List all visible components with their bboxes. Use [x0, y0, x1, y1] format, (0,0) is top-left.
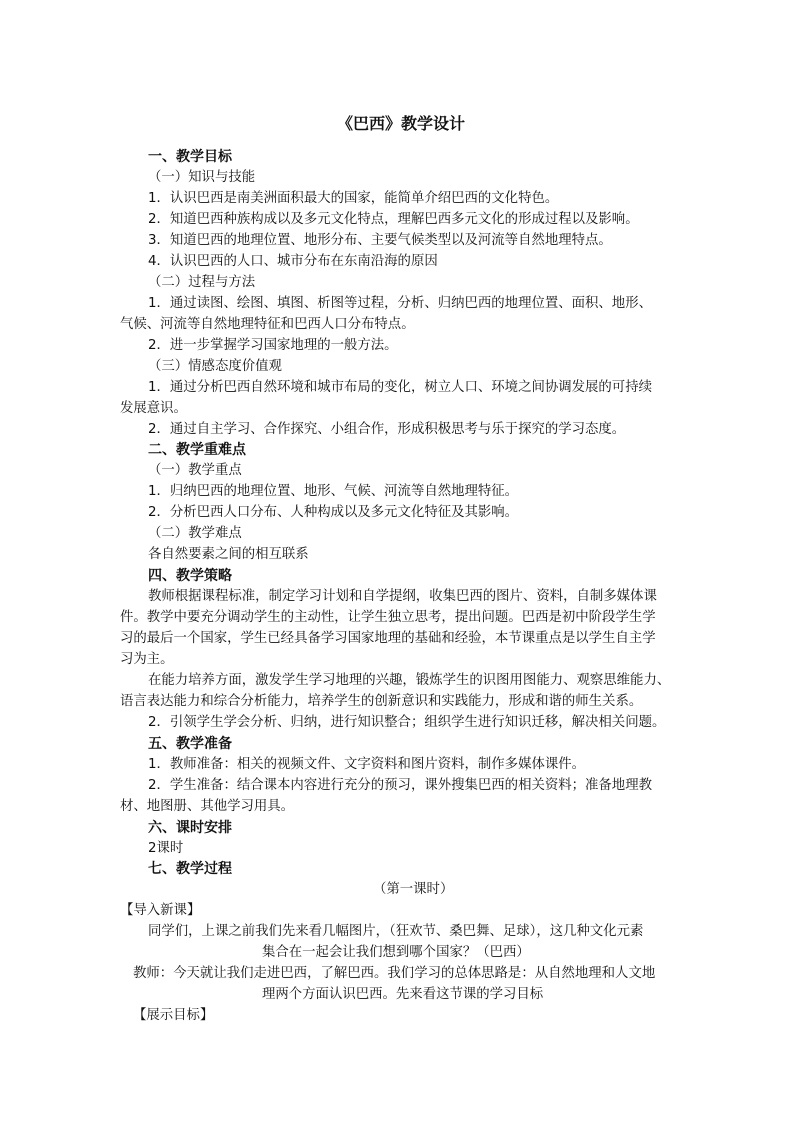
- paragraph-line: 材、地图册、其他学习用具。: [120, 799, 295, 814]
- paragraph-line: 教师：今天就让我们走进巴西，了解巴西。我们学习的总体思路是：从自然地理和人文地: [133, 966, 656, 981]
- subsection-heading: （二）教学难点: [148, 526, 242, 541]
- section-heading-strategy: 四、教学策略: [148, 568, 232, 584]
- paragraph-line: 2．进一步掌握学习国家地理的一般方法。: [148, 338, 398, 353]
- subsection-heading: （二）过程与方法: [148, 275, 256, 290]
- paragraph-line: 在能力培养方面，激发学生学习地理的兴趣，锻炼学生的识图用图能力、观察思维能力、: [148, 673, 671, 688]
- document-title: 《巴西》教学设计: [337, 114, 466, 133]
- paragraph-line: 气候、河流等自然地理特征和巴西人口分布特点。: [120, 317, 415, 332]
- paragraph-line: 1．通过分析巴西自然环境和城市布局的变化，树立人口、环境之间协调发展的可持续: [148, 380, 652, 395]
- paragraph-line: 2．分析巴西人口分布、人种构成以及多元文化特征及其影响。: [148, 505, 519, 520]
- paragraph-line: 2．知道巴西种族构成以及多元文化特点，理解巴西多元文化的形成过程以及影响。: [148, 212, 639, 227]
- paragraph-line: 1．认识巴西是南美洲面积最大的国家，能简单介绍巴西的文化特色。: [148, 191, 559, 206]
- paragraph-line: 集合在一起会让我们想到哪个国家？（巴西）: [262, 945, 530, 960]
- bracket-heading-goals: 【展示目标】: [133, 1008, 214, 1023]
- subsection-heading: （三）情感态度价值观: [148, 359, 282, 374]
- paragraph-line: 2．学生准备：结合课本内容进行充分的预习，课外搜集巴西的相关资料；准备地理教: [148, 778, 652, 793]
- paragraph-line: 2．通过自主学习、合作探究、小组合作，形成积极思考与乐于探究的学习态度。: [148, 422, 626, 437]
- paragraph-line: 理两个方面认识巴西。先来看这节课的学习目标: [262, 987, 544, 1002]
- paragraph-line: 件。教学中要充分调动学生的主动性，让学生独立思考，提出问题。巴西是初中阶段学生学: [120, 610, 656, 625]
- paragraph-line: 语言表达能力和综合分析能力，培养学生的创新意识和实践能力，形成和谐的师生关系。: [120, 694, 643, 709]
- section-heading-process: 七、教学过程: [148, 861, 232, 877]
- subsection-heading: （一）教学重点: [148, 463, 242, 478]
- paragraph-line: 1．归纳巴西的地理位置、地形、气候、河流等自然地理特征。: [148, 484, 519, 499]
- paragraph-line: 同学们，上课之前我们先来看几幅图片，（狂欢节、桑巴舞、足球），这几种文化元素: [148, 924, 644, 939]
- paragraph-line: 习为主。: [120, 652, 174, 667]
- paragraph-line: 2课时: [148, 841, 184, 856]
- paragraph-line: 3．知道巴西的地理位置、地形分布、主要气候类型以及河流等自然地理特点。: [148, 233, 612, 248]
- paragraph-line: 各自然要素之间的相互联系: [148, 547, 309, 562]
- paragraph-line: 习的最后一个国家，学生已经具备学习国家地理的基础和经验，本节课重点是以学生自主学: [120, 631, 656, 646]
- period-label: （第一课时）: [373, 882, 454, 897]
- section-heading-preparation: 五、教学准备: [148, 736, 232, 752]
- bracket-heading-intro: 【导入新课】: [120, 903, 201, 918]
- paragraph-line: 1．通过读图、绘图、填图、析图等过程，分析、归纳巴西的地理位置、面积、地形、: [148, 296, 652, 311]
- paragraph-line: 发展意识。: [120, 401, 187, 416]
- paragraph-line: 2．引领学生学会分析、归纳，进行知识整合；组织学生进行知识迁移，解决相关问题。: [148, 715, 666, 730]
- section-heading-objectives: 一、教学目标: [148, 149, 232, 165]
- paragraph-line: 教师根据课程标准，制定学习计划和自学提纲，收集巴西的图片、资料，自制多媒体课: [148, 589, 657, 604]
- paragraph-line: 4．认识巴西的人口、城市分布在东南沿海的原因: [148, 254, 438, 269]
- subsection-heading: （一）知识与技能: [148, 170, 256, 185]
- paragraph-line: 1．教师准备：相关的视频文件、文字资料和图片资料，制作多媒体课件。: [148, 757, 586, 772]
- section-heading-schedule: 六、课时安排: [148, 820, 232, 836]
- section-heading-key-points: 二、教学重难点: [148, 442, 246, 458]
